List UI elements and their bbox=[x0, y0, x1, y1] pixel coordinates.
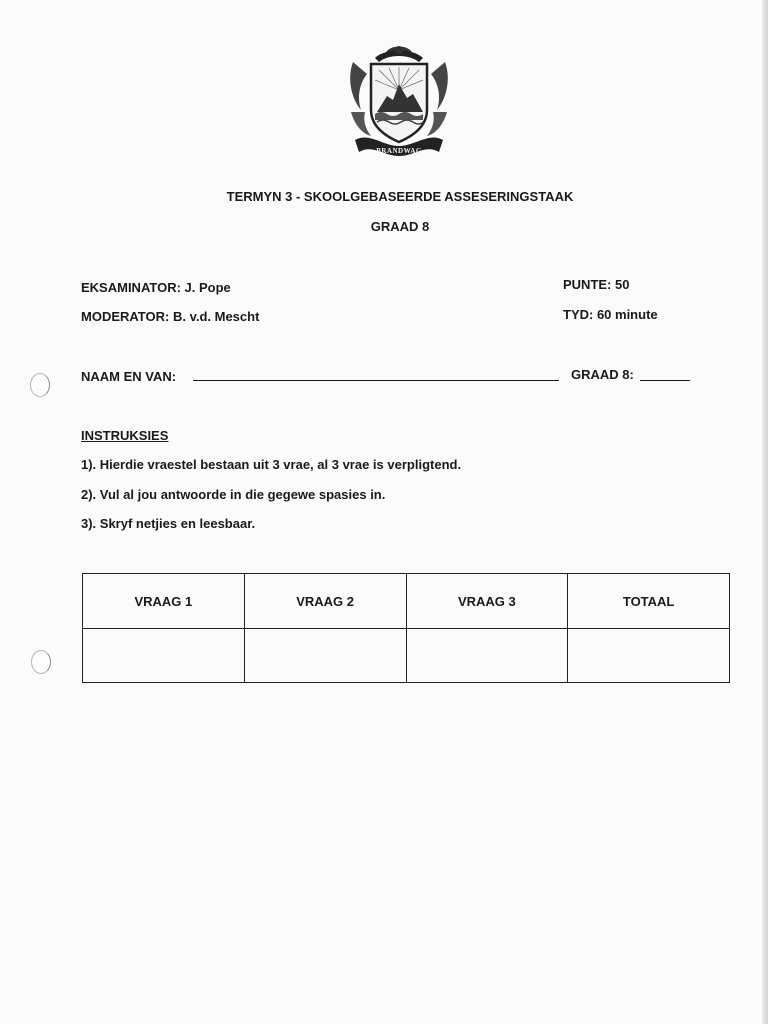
marks-header-cell: VRAAG 3 bbox=[406, 574, 568, 629]
grade-class-line[interactable] bbox=[640, 380, 690, 381]
svg-text:BRANDWAG: BRANDWAG bbox=[376, 147, 422, 155]
marks-score-cell[interactable] bbox=[244, 629, 406, 683]
marks-table-header-row bbox=[83, 574, 730, 629]
examiner-label: EKSAMINATOR: J. Pope bbox=[81, 280, 231, 295]
grade-heading: GRAAD 8 bbox=[370, 219, 430, 234]
name-surname-line[interactable] bbox=[193, 380, 559, 381]
grade-class-label: GRAAD 8: bbox=[571, 367, 634, 382]
marks-header-cell: TOTAAL bbox=[568, 574, 730, 629]
marks-table bbox=[82, 573, 730, 683]
instructions-heading: INSTRUKSIES bbox=[81, 428, 169, 443]
page-edge-shadow bbox=[762, 0, 768, 1024]
punch-hole-top bbox=[30, 373, 50, 397]
name-surname-label: NAAM EN VAN: bbox=[81, 369, 177, 384]
marks-score-cell[interactable] bbox=[406, 629, 568, 683]
marks-table-score-row bbox=[83, 629, 730, 683]
moderator-label: MODERATOR: B. v.d. Mescht bbox=[81, 309, 260, 324]
instruction-item: 1). Hierdie vraestel bestaan uit 3 vrae, al 3 vrae is verpligtend. bbox=[81, 457, 462, 472]
instruction-item: 2). Vul al jou antwoorde in die gegewe spasies in. bbox=[81, 487, 386, 502]
time-label: TYD: 60 minute bbox=[563, 307, 658, 322]
punch-hole-bottom bbox=[31, 650, 51, 674]
document-title: TERMYN 3 - SKOOLGEBASEERDE ASSESERINGSTAAK bbox=[226, 189, 574, 204]
school-crest-logo bbox=[345, 40, 453, 160]
marks-header-cell: VRAAG 1 bbox=[83, 574, 245, 629]
marks-score-cell[interactable] bbox=[83, 629, 245, 683]
points-label: PUNTE: 50 bbox=[563, 277, 630, 292]
marks-header-cell: VRAAG 2 bbox=[244, 574, 406, 629]
instruction-item: 3). Skryf netjies en leesbaar. bbox=[81, 516, 256, 531]
marks-score-cell[interactable] bbox=[568, 629, 730, 683]
